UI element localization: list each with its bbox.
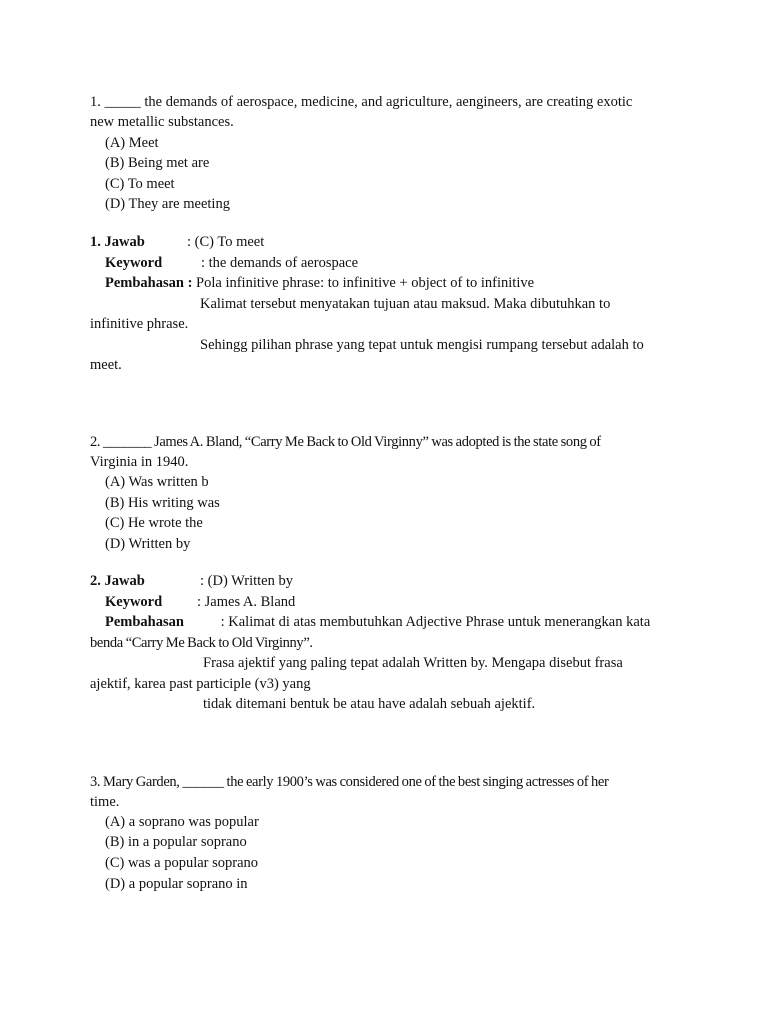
question-3-option-c: (C) was a popular soprano — [105, 855, 259, 871]
answer-1-jawab-label: 1. Jawab — [90, 234, 145, 250]
answer-2-jawab-value: : (D) Written by — [200, 573, 293, 589]
answer-2-keyword-value: : James A. Bland — [197, 594, 296, 610]
answer-1-pembahasan-line-3: infinitive phrase. — [90, 316, 189, 332]
answer-1-keyword-row — [105, 253, 358, 273]
answer-2-pembahasan-line-4: ajektif, karea past participle (v3) yang — [90, 676, 311, 692]
question-1-stem-line-2: new metallic substances. — [90, 114, 234, 130]
answer-1-pembahasan-row — [105, 273, 534, 293]
question-1-option-c: (C) To meet — [105, 176, 175, 192]
answer-2-pembahasan-label: Pembahasan — [105, 614, 184, 630]
question-2-option-c: (C) He wrote the — [105, 515, 203, 531]
answer-2-pembahasan-line-2: benda “Carry Me Back to Old Virginny”. — [90, 635, 313, 651]
question-2-option-d: (D) Written by — [105, 536, 191, 552]
question-1-option-d: (D) They are meeting — [105, 196, 230, 212]
question-2-option-b: (B) His writing was — [105, 495, 220, 511]
answer-1-pembahasan-line-5: meet. — [90, 357, 122, 373]
answer-1-pembahasan-label: Pembahasan : — [105, 275, 193, 291]
answer-2-keyword-row — [105, 592, 295, 612]
question-2-stem-line-1: 2. _______ James A. Bland, “Carry Me Back to Old Virginny” was adopted is the state song of — [90, 434, 601, 450]
answer-2-pembahasan-line-3: Frasa ajektif yang paling tepat adalah Written by. Mengapa disebut frasa — [203, 655, 623, 671]
answer-1-keyword-value: : the demands of aerospace — [201, 255, 359, 271]
question-1-option-a: (A) Meet — [105, 135, 159, 151]
answer-1-pembahasan-line-4: Sehingg pilihan phrase yang tepat untuk mengisi rumpang tersebut adalah to — [200, 337, 644, 353]
question-1-option-b: (B) Being met are — [105, 155, 210, 171]
answer-1-keyword-label: Keyword — [105, 255, 163, 271]
question-3-stem-line-2: time. — [90, 794, 120, 810]
question-1-stem-line-1: 1. _____ the demands of aerospace, medicine, and agriculture, aengineers, are creating exotic — [90, 94, 633, 110]
answer-1-pembahasan-line-1: Pola infinitive phrase: to infinitive + object of to infinitive — [192, 275, 535, 291]
answer-1-jawab-value: : (C) To meet — [187, 234, 265, 250]
question-3-option-d: (D) a popular soprano in — [105, 876, 248, 892]
answer-1-jawab-row — [90, 232, 264, 252]
answer-2-pembahasan-line-1: : Kalimat di atas membutuhkan Adjective Phrase untuk menerangkan kata — [217, 614, 651, 630]
answer-2-keyword-label: Keyword — [105, 594, 163, 610]
question-2-stem-line-2: Virginia in 1940. — [90, 454, 189, 470]
answer-2-jawab-row — [90, 571, 293, 591]
question-2-option-a: (A) Was written b — [105, 474, 209, 490]
answer-2-jawab-label: 2. Jawab — [90, 573, 145, 589]
question-3-option-b: (B) in a popular soprano — [105, 834, 247, 850]
answer-1-pembahasan-line-2: Kalimat tersebut menyatakan tujuan atau maksud. Maka dibutuhkan to — [200, 296, 611, 312]
question-3-option-a: (A) a soprano was popular — [105, 814, 259, 830]
answer-2-pembahasan-line-5: tidak ditemani bentuk be atau have adalah sebuah ajektif. — [203, 696, 536, 712]
answer-2-pembahasan-row — [105, 612, 650, 632]
question-3-stem-line-1: 3. Mary Garden, ______ the early 1900’s was considered one of the best singing actresses of her — [90, 774, 609, 790]
